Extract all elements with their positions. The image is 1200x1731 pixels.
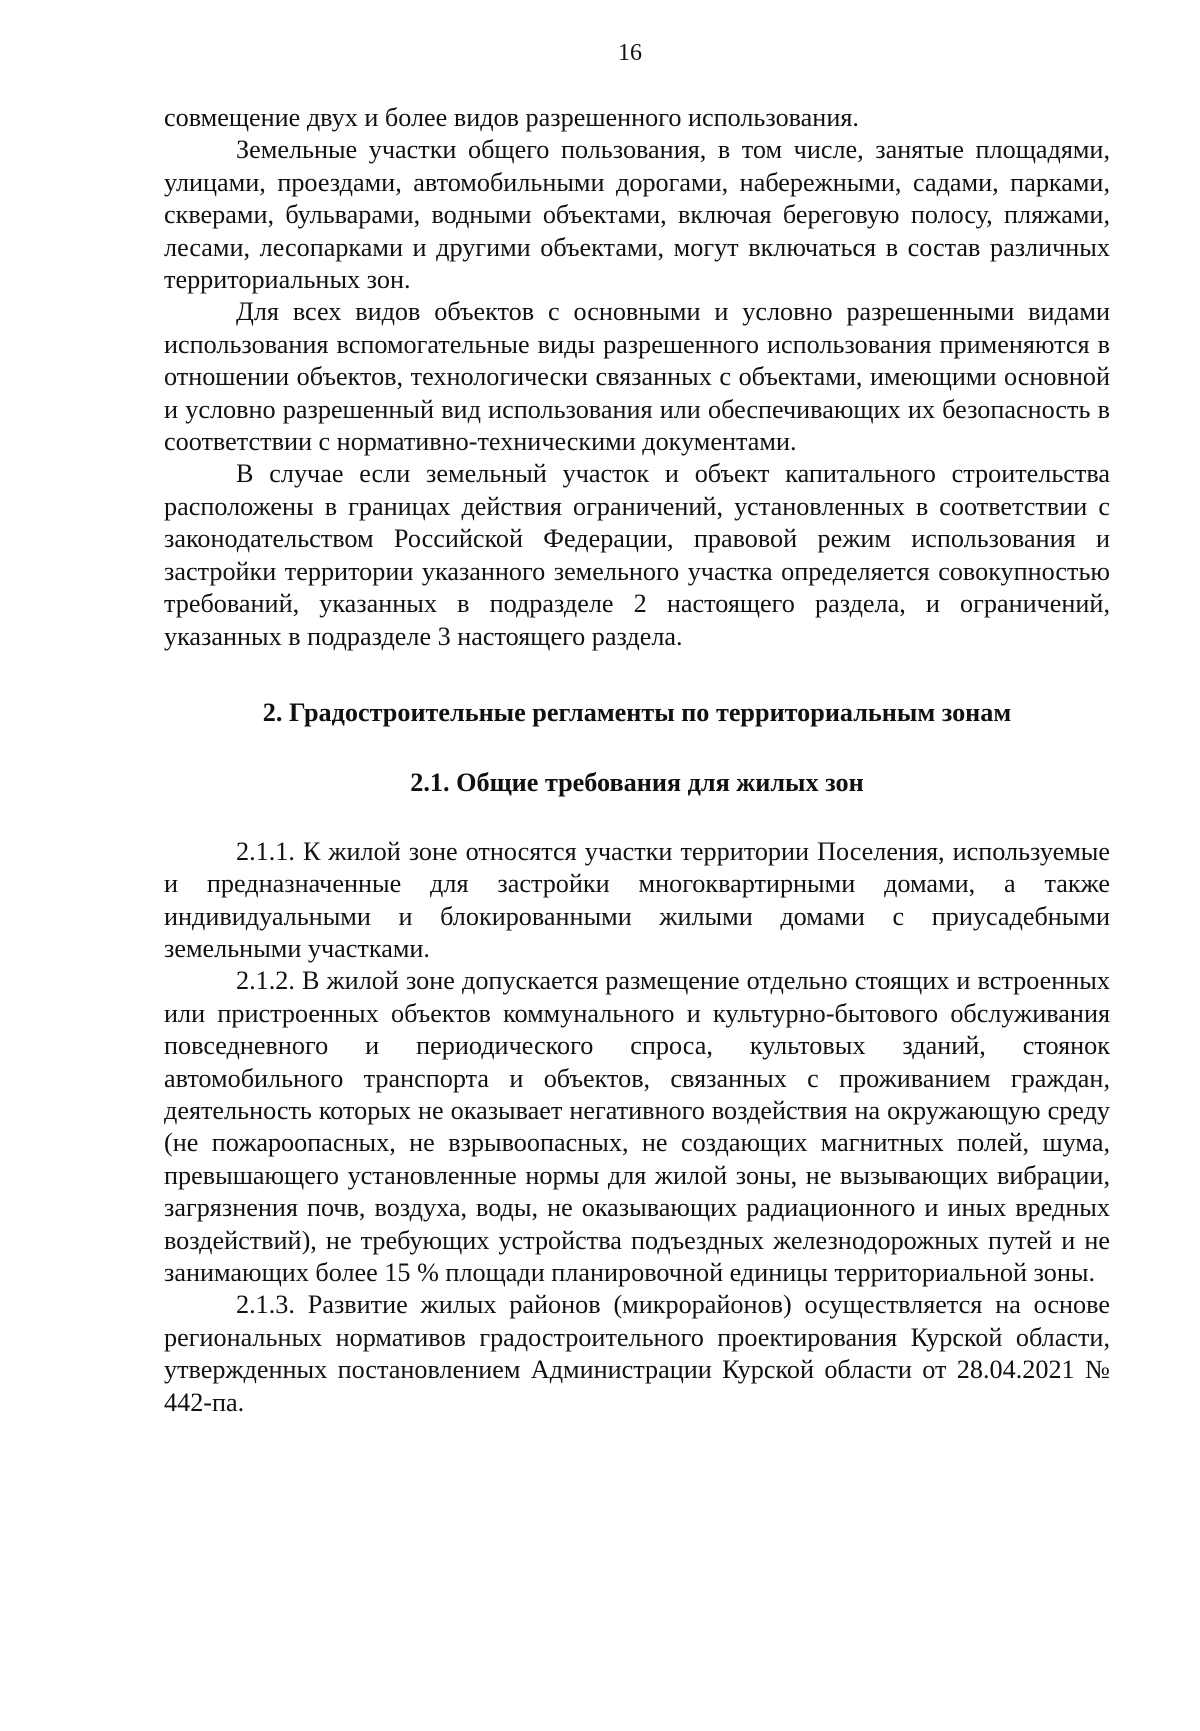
clause-2-1-1: 2.1.1. К жилой зоне относятся участки территории Поселения, используемые и предназначенные для застройки многоквартирными домами, а также индивидуальными и блокированными жилыми домами с приусадебными земельными участками. bbox=[164, 836, 1110, 963]
page-number: 16 bbox=[618, 40, 642, 66]
paragraph-continuation: совмещение двух и более видов разрешенного использования. bbox=[164, 103, 859, 132]
clause-2-1-2: 2.1.2. В жилой зоне допускается размещение отдельно стоящих и встроенных или пристроенных объектов коммунального и культурно-бытового обслуживания повседневного и периодического спроса, культовых зданий, стоянок автомобильного транспорта и объектов, связанных с проживанием граждан, деятельность которых не оказывает негативного воздействия на окружающую среду (не пожароопасных, не взрывоопасных, не создающих магнитных полей, шума, превышающего установленные нормы для жилой зоны, не вызывающих вибрации, загрязнения почв, воздуха, воды, не оказывающих радиационного и иных вредных воздействий), не требующих устройства подъездных железнодорожных путей и не занимающих более 15 % площади планировочной единицы территориальной зоны. bbox=[164, 966, 1110, 1287]
document-body bbox=[164, 102, 1110, 1419]
paragraph-public-land: Земельные участки общего пользования, в том числе, занятые площадями, улицами, проездами, автомобильными дорогами, набережными, садами, парками, скверами, бульварами, водными объектами, включая береговую полосу, пляжами, лесами, лесопарками и другими объектами, могут включаться в состав различных территориальных зон. bbox=[164, 135, 1110, 295]
paragraph-auxiliary-use: Для всех видов объектов с основными и условно разрешенными видами использования вспомогательные виды разрешенного использования применяются в отношении объектов, технологически связанных с объектами, имеющими основной и условно разрешенный вид использования или обеспечивающих их безопасность в соответствии с нормативно-техническими документами. bbox=[164, 297, 1110, 457]
clause-2-1-3: 2.1.3. Развитие жилых районов (микрорайонов) осуществляется на основе региональных нормативов градостроительного проектирования Курской области, утвержденных постановлением Администрации Курской области от 28.04.2021 № 442-па. bbox=[164, 1290, 1110, 1417]
paragraph-restrictions: В случае если земельный участок и объект капитального строительства расположены в границах действия ограничений, установленных в соответствии с законодательством Российской Федерации, правовой режим использования и застройки территории указанного земельного участка определяется совокупностью требований, указанных в подразделе 2 настоящего раздела, и ограничений, указанных в подразделе 3 настоящего раздела. bbox=[164, 459, 1110, 651]
section-heading: 2. Градостроительные регламенты по территориальным зонам bbox=[262, 697, 1012, 727]
subsection-heading: 2.1. Общие требования для жилых зон bbox=[410, 768, 864, 798]
